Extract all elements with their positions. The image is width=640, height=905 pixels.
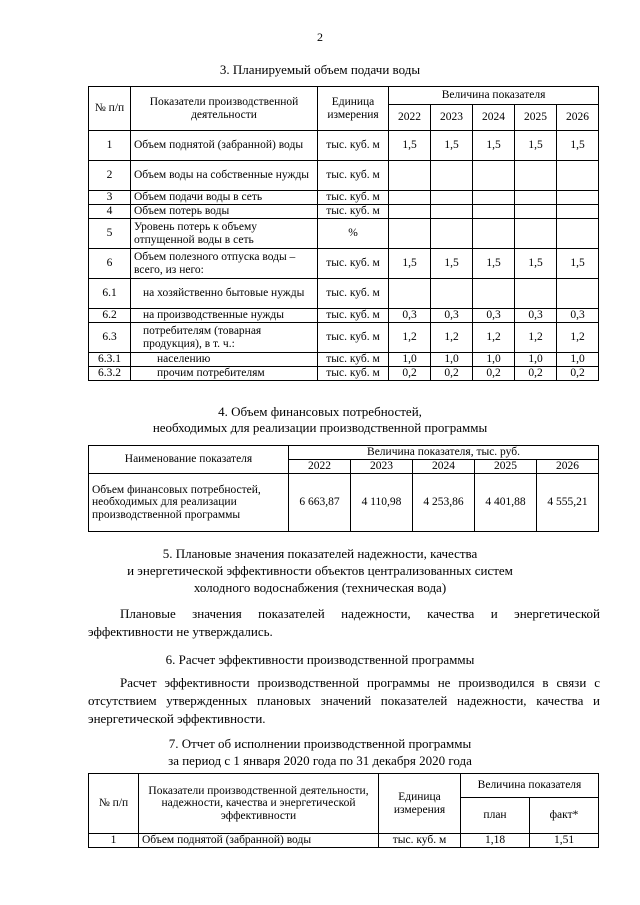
row-num: 6.2: [89, 309, 131, 323]
header-indicator: Показатели производственной деятельности, надежности, качества и энергетической эффективности: [139, 774, 379, 834]
section5-text: Плановые значения показателей надежности, качества и энергетической эффективности не утверждались.: [88, 606, 600, 639]
header-year: 2026: [557, 105, 599, 131]
row-unit: тыс. куб. м: [318, 279, 389, 309]
header-num: № п/п: [89, 87, 131, 131]
row-value: 0,3: [515, 309, 557, 323]
report-table: [88, 773, 599, 848]
row-name: потребителям (товарная продукция), в т. ч.:: [131, 323, 318, 353]
section3-title: 3. Планируемый объем подачи воды: [219, 62, 421, 77]
header-year: 2022: [289, 460, 351, 474]
section7-title-line1: 7. Отчет об исполнении производственной программы: [168, 736, 472, 751]
row-num: 5: [89, 219, 131, 249]
table-row: [89, 191, 599, 205]
table-row: [89, 205, 599, 219]
row-value: 6 663,87: [289, 474, 351, 532]
row-num: 6.3.1: [89, 353, 131, 367]
header-year: 2026: [537, 460, 599, 474]
row-value: 1,2: [557, 323, 599, 353]
row-value: 1,2: [389, 323, 431, 353]
row-value: 4 110,98: [351, 474, 413, 532]
section5-title-line1: 5. Плановые значения показателей надежности, качества: [162, 546, 478, 561]
header-fact: факт*: [530, 798, 599, 834]
row-name: Объем воды на собственные нужды: [131, 161, 318, 191]
row-value: 0,2: [431, 367, 473, 381]
header-value: Величина показателя: [389, 87, 599, 105]
row-value: 1,5: [431, 131, 473, 161]
row-value: 1,5: [515, 131, 557, 161]
table-row: [89, 323, 599, 353]
table-row: [89, 161, 599, 191]
row-value: 0,2: [473, 367, 515, 381]
row-value: 1,2: [473, 323, 515, 353]
row-value: 1,0: [515, 353, 557, 367]
header-unit: Единица измерения: [318, 87, 389, 131]
page-number: 2: [317, 30, 323, 44]
table-row: [89, 279, 599, 309]
row-value: 1,5: [557, 249, 599, 279]
row-num: 1: [89, 131, 131, 161]
header-year: 2024: [473, 105, 515, 131]
table-row: [89, 353, 599, 367]
row-name: Объем потерь воды: [131, 205, 318, 219]
row-unit: тыс. куб. м: [318, 353, 389, 367]
row-name: прочим потребителям: [131, 367, 318, 381]
header-year: 2022: [389, 105, 431, 131]
row-value: 1,5: [515, 249, 557, 279]
header-indicator: Показатели производственной деятельности: [131, 87, 318, 131]
table-row: [89, 309, 599, 323]
row-value: 0,3: [473, 309, 515, 323]
section6-text: Расчет эффективности производственной программы не производился в связи с отсутствием утвержденных плановых значений показателей надежности, качества и энергетической эффективности.: [88, 675, 600, 726]
row-unit: тыс. куб. м: [318, 205, 389, 219]
section4-title-line2: необходимых для реализации производственной программы: [152, 420, 488, 435]
row-value: 0,2: [389, 367, 431, 381]
row-value: 0,2: [515, 367, 557, 381]
row-num: 6.3: [89, 323, 131, 353]
section6-title: 6. Расчет эффективности производственной программы: [165, 652, 475, 667]
header-name: Наименование показателя: [89, 446, 289, 474]
row-num: 4: [89, 205, 131, 219]
row-value: 0,3: [389, 309, 431, 323]
row-name: Объем поднятой (забранной) воды: [139, 834, 379, 848]
header-value: Величина показателя: [461, 774, 599, 798]
row-value: 1,5: [473, 131, 515, 161]
row-value: 1,5: [389, 249, 431, 279]
row-value: 1,0: [557, 353, 599, 367]
row-unit: тыс. куб. м: [318, 249, 389, 279]
row-fact: 1,51: [530, 834, 599, 848]
row-value: 1,5: [473, 249, 515, 279]
header-year: 2023: [351, 460, 413, 474]
row-name: на производственные нужды: [131, 309, 318, 323]
row-value: 1,0: [431, 353, 473, 367]
header-year: 2023: [431, 105, 473, 131]
row-value: 1,0: [389, 353, 431, 367]
row-value: 0,2: [557, 367, 599, 381]
row-value: 1,5: [431, 249, 473, 279]
header-value: Величина показателя, тыс. руб.: [289, 446, 599, 460]
row-value: 1,2: [431, 323, 473, 353]
row-name: населению: [131, 353, 318, 367]
row-value: 0,3: [431, 309, 473, 323]
row-name: Объем подачи воды в сеть: [131, 191, 318, 205]
row-value: 4 401,88: [475, 474, 537, 532]
row-unit: тыс. куб. м: [318, 309, 389, 323]
row-name: Объем финансовых потребностей, необходимых для реализации производственной программы: [89, 474, 289, 532]
table-row: [89, 834, 599, 848]
section5-title-line2: и энергетической эффективности объектов централизованных систем: [127, 563, 513, 578]
row-name: Уровень потерь к объему отпущенной воды в сеть: [131, 219, 318, 249]
table-row: [89, 474, 599, 532]
row-name: на хозяйственно бытовые нужды: [131, 279, 318, 309]
header-plan: план: [461, 798, 530, 834]
row-value: 1,2: [515, 323, 557, 353]
row-value: 1,0: [473, 353, 515, 367]
header-num: № п/п: [89, 774, 139, 834]
row-unit: тыс. куб. м: [318, 367, 389, 381]
row-plan: 1,18: [461, 834, 530, 848]
section7-title-line2: за период с 1 января 2020 года по 31 декабря 2020 года: [168, 753, 472, 768]
header-year: 2025: [515, 105, 557, 131]
row-num: 6: [89, 249, 131, 279]
financial-needs-table: [88, 445, 599, 532]
row-unit: тыс. куб. м: [318, 191, 389, 205]
table-row: [89, 131, 599, 161]
row-name: Объем полезного отпуска воды – всего, из него:: [131, 249, 318, 279]
row-value: 0,3: [557, 309, 599, 323]
table-row: [89, 367, 599, 381]
row-num: 3: [89, 191, 131, 205]
row-num: 6.3.2: [89, 367, 131, 381]
row-value: 1,5: [389, 131, 431, 161]
header-year: 2025: [475, 460, 537, 474]
row-unit: %: [318, 219, 389, 249]
section5-title-line3: холодного водоснабжения (техническая вода): [193, 580, 447, 595]
row-name: Объем поднятой (забранной) воды: [131, 131, 318, 161]
section4-title-line1: 4. Объем финансовых потребностей,: [218, 404, 422, 419]
table-row: [89, 249, 599, 279]
row-num: 1: [89, 834, 139, 848]
table-row: [89, 219, 599, 249]
row-num: 6.1: [89, 279, 131, 309]
row-unit: тыс. куб. м: [318, 161, 389, 191]
row-unit: тыс. куб. м: [318, 323, 389, 353]
row-unit: тыс. куб. м: [318, 131, 389, 161]
row-unit: тыс. куб. м: [379, 834, 461, 848]
row-value: 4 555,21: [537, 474, 599, 532]
row-num: 2: [89, 161, 131, 191]
header-unit: Единица измерения: [379, 774, 461, 834]
row-value: 4 253,86: [413, 474, 475, 532]
row-value: 1,5: [557, 131, 599, 161]
planned-supply-table: [88, 86, 599, 381]
header-year: 2024: [413, 460, 475, 474]
